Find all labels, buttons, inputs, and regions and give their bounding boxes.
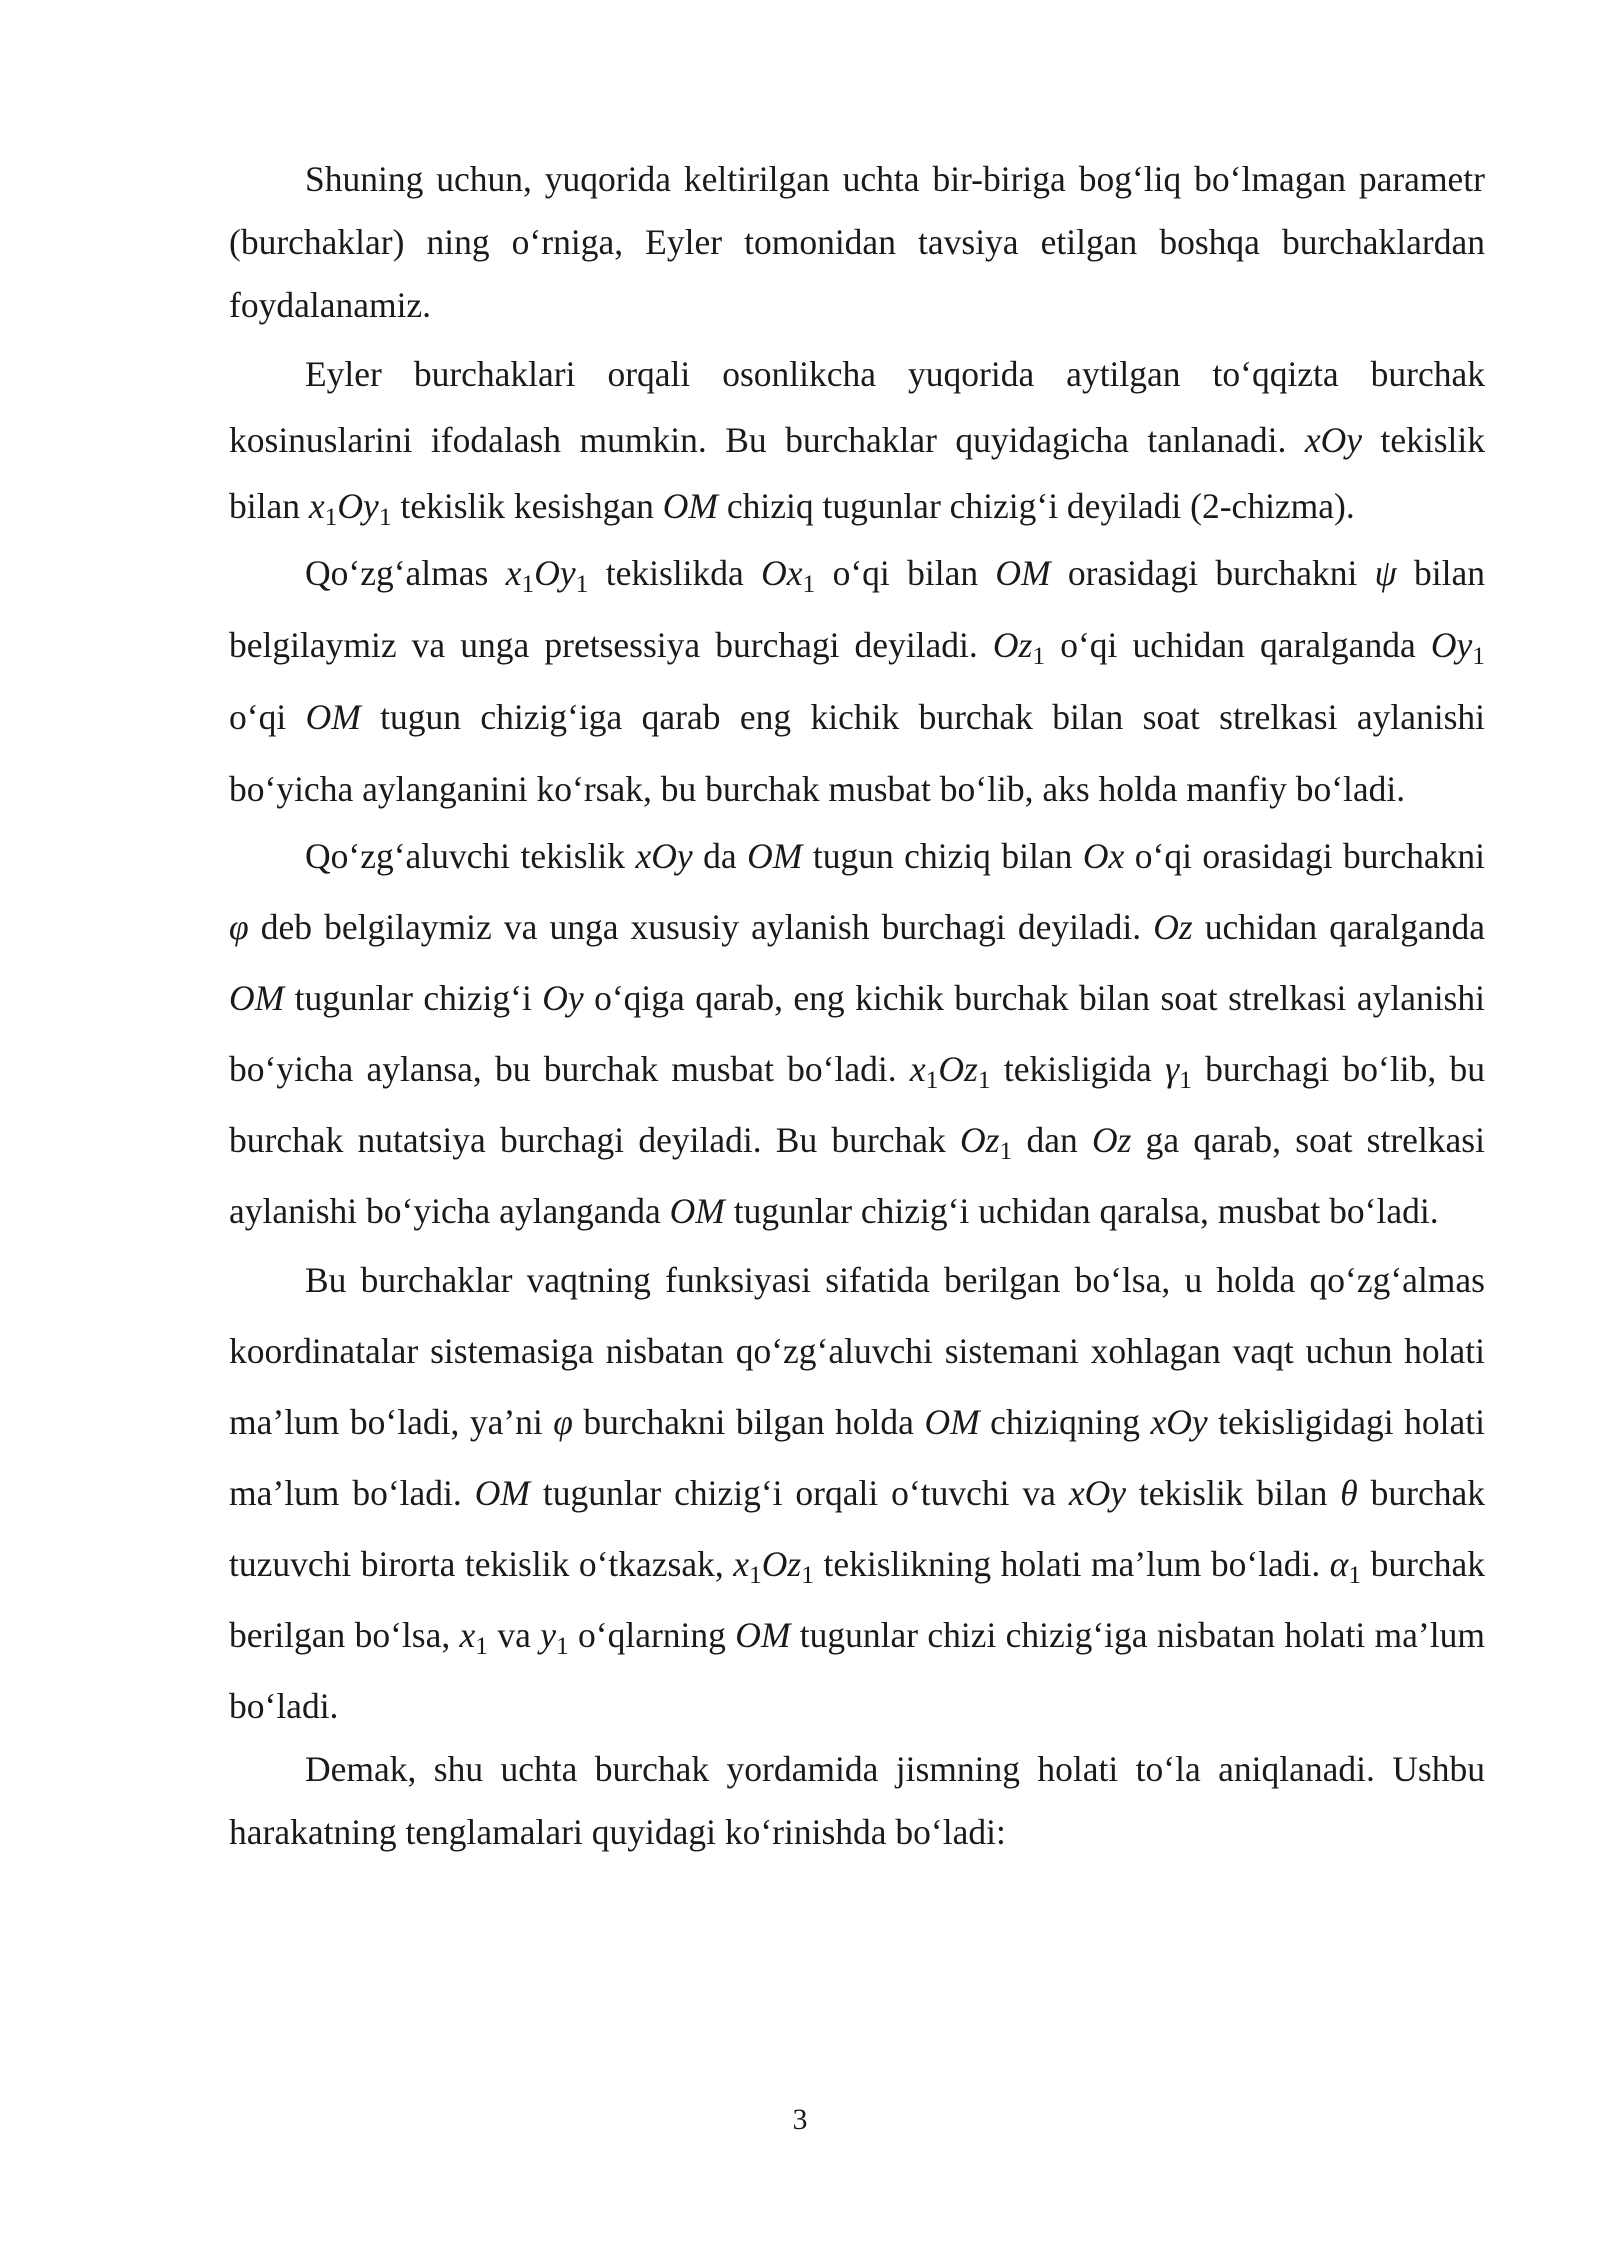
phi-symbol: φ	[553, 1402, 573, 1442]
text-run: Eyler burchaklari orqali osonlikcha yuqorida aytilgan to‘qqizta burchak kosinuslarini ifodalash mumkin. Bu burchaklar quyidagicha tanlanadi.	[229, 354, 1485, 460]
text-run: Demak, shu uchta burchak yordamida jismning holati to‘la aniqlanadi. Ushbu harakatning tenglamalari quyidagi ko‘rinishda bo‘ladi:	[229, 1749, 1485, 1852]
math-symbol: OM	[995, 553, 1051, 593]
text-run: tekislikning holati ma’lum bo‘ladi.	[814, 1544, 1330, 1584]
math-symbol: Ox	[1082, 836, 1125, 876]
text-run: o‘qi	[229, 697, 306, 737]
math-symbol: OM	[305, 697, 361, 737]
text-run: tekislik bilan	[229, 420, 1485, 526]
math-symbol: $Oz_1$	[960, 1120, 1013, 1166]
math-symbol: $x_1Oy_1$	[308, 486, 392, 532]
text-run: o‘qi orasidagi burchakni	[1124, 836, 1485, 876]
math-symbol: $x_1$	[459, 1615, 489, 1661]
math-symbol: Oz	[1153, 907, 1193, 947]
text-run: tekislik kesishgan	[391, 486, 663, 526]
body-text	[229, 148, 1485, 1864]
math-symbol: xOy	[1068, 1473, 1126, 1513]
text-run: tugunlar chizi chizig‘iga nisbatan holati ma’lum bo‘ladi.	[229, 1615, 1485, 1726]
psi-symbol: ψ	[1374, 553, 1397, 593]
math-symbol: $Ox_1$	[761, 553, 816, 599]
text-run: o‘qlarning	[568, 1615, 736, 1655]
text-run: o‘qi uchidan qaralganda	[1045, 625, 1431, 665]
math-symbol: OM	[924, 1402, 980, 1442]
text-run: tekisligidagi holati ma’lum bo‘ladi.	[229, 1402, 1485, 1513]
text-run: ga qarab, soat strelkasi aylanishi bo‘yicha aylanganda	[229, 1120, 1485, 1231]
paragraph-1	[229, 148, 1485, 337]
text-run: tekislik bilan	[1125, 1473, 1341, 1513]
math-symbol: OM	[662, 486, 718, 526]
text-run: tugunlar chizig‘i orqali o‘tuvchi va	[529, 1473, 1069, 1513]
math-symbol: OM	[747, 836, 803, 876]
theta-symbol: θ	[1340, 1473, 1358, 1513]
paragraph-3	[229, 537, 1485, 825]
text-run: orasidagi burchakni	[1050, 553, 1375, 593]
math-symbol: xOy	[1304, 420, 1362, 460]
math-symbol: $Oz_1$	[992, 625, 1046, 671]
math-symbol: OM	[474, 1473, 530, 1513]
text-run: tugun chizig‘iga qarab eng kichik burchak bilan soat strelkasi aylanishi bo‘yicha aylanganini ko‘rsak, bu burchak musbat bo‘lib, aks holda manfiy bo‘ladi.	[229, 697, 1486, 809]
math-symbol: $x_1Oz_1$	[909, 1049, 991, 1095]
text-run: Qo‘zg‘almas	[305, 553, 506, 593]
math-symbol: $x_1Oy_1$	[505, 553, 589, 599]
math-symbol: $Oy_1$	[1430, 625, 1485, 671]
text-run: Bu burchaklar vaqtning funksiyasi sifatida berilgan bo‘lsa, u holda qo‘zg‘almas koordinatalar sistemasiga nisbatan qo‘zg‘aluvchi sistemani xohlagan vaqt uchun holati ma’lum bo‘ladi, ya’ni	[229, 1260, 1485, 1442]
math-symbol: xOy	[635, 836, 693, 876]
text-run: Qo‘zg‘aluvchi tekislik	[305, 836, 636, 876]
text-run: dan	[1012, 1120, 1092, 1160]
math-symbol: $y_1$	[540, 1615, 569, 1661]
text-run: uchidan qaralganda	[1192, 907, 1485, 947]
text-run: tugun chiziq bilan	[802, 836, 1083, 876]
text-run: o‘qiga qarab, eng kichik burchak bilan soat strelkasi aylanishi bo‘yicha aylansa, bu burchak musbat bo‘ladi.	[229, 978, 1485, 1089]
gamma-symbol: $\gamma_1$	[1165, 1049, 1192, 1095]
text-run: tugunlar chizig‘i	[284, 978, 543, 1018]
phi-symbol: φ	[229, 907, 249, 947]
text-run: da	[692, 836, 748, 876]
math-symbol: $x_1Oz_1$	[733, 1544, 814, 1590]
text-run: burchak tuzuvchi birorta tekislik o‘tkazsak,	[229, 1473, 1485, 1584]
text-run: tekislikda	[588, 553, 762, 593]
math-symbol: OM	[669, 1191, 725, 1231]
text-run: chiziqning	[979, 1402, 1151, 1442]
text-run: o‘qi bilan	[815, 553, 996, 593]
math-symbol: xOy	[1150, 1402, 1208, 1442]
text-run: burchakni bilgan holda	[572, 1402, 925, 1442]
text-run: burchagi bo‘lib, bu burchak nutatsiya burchagi deyiladi. Bu burchak	[229, 1049, 1485, 1160]
alpha-symbol: $\alpha_1$	[1329, 1544, 1362, 1590]
math-symbol: Oy	[542, 978, 584, 1018]
math-symbol: OM	[735, 1615, 791, 1655]
paragraph-4	[229, 821, 1485, 1247]
text-run: chiziq tugunlar chizig‘i deyiladi (2-chizma).	[717, 486, 1355, 526]
text-run: va	[488, 1615, 541, 1655]
text-run: burchak berilgan bo‘lsa,	[229, 1544, 1485, 1655]
paragraph-2	[229, 341, 1485, 539]
paragraph-6	[229, 1738, 1485, 1864]
text-run: deb belgilaymiz va unga xususiy aylanish burchagi deyiladi.	[248, 907, 1154, 947]
text-run: Shuning uchun, yuqorida keltirilgan uchta bir-biriga bog‘liq bo‘lmagan parametr (burchaklar) ning o‘rniga, Eyler tomonidan tavsiya etilgan boshqa burchaklardan foydalanamiz.	[229, 159, 1485, 325]
text-run: tugunlar chizig‘i uchidan qaralsa, musbat bo‘ladi.	[724, 1191, 1439, 1231]
text-run: bilan belgilaymiz va unga pretsessiya burchagi deyiladi.	[229, 553, 1486, 665]
math-symbol: Oz	[1091, 1120, 1132, 1160]
page-number: 3	[792, 2103, 808, 2136]
paragraph-5	[229, 1245, 1485, 1742]
text-run: tekisligida	[990, 1049, 1166, 1089]
math-symbol: OM	[229, 978, 285, 1018]
